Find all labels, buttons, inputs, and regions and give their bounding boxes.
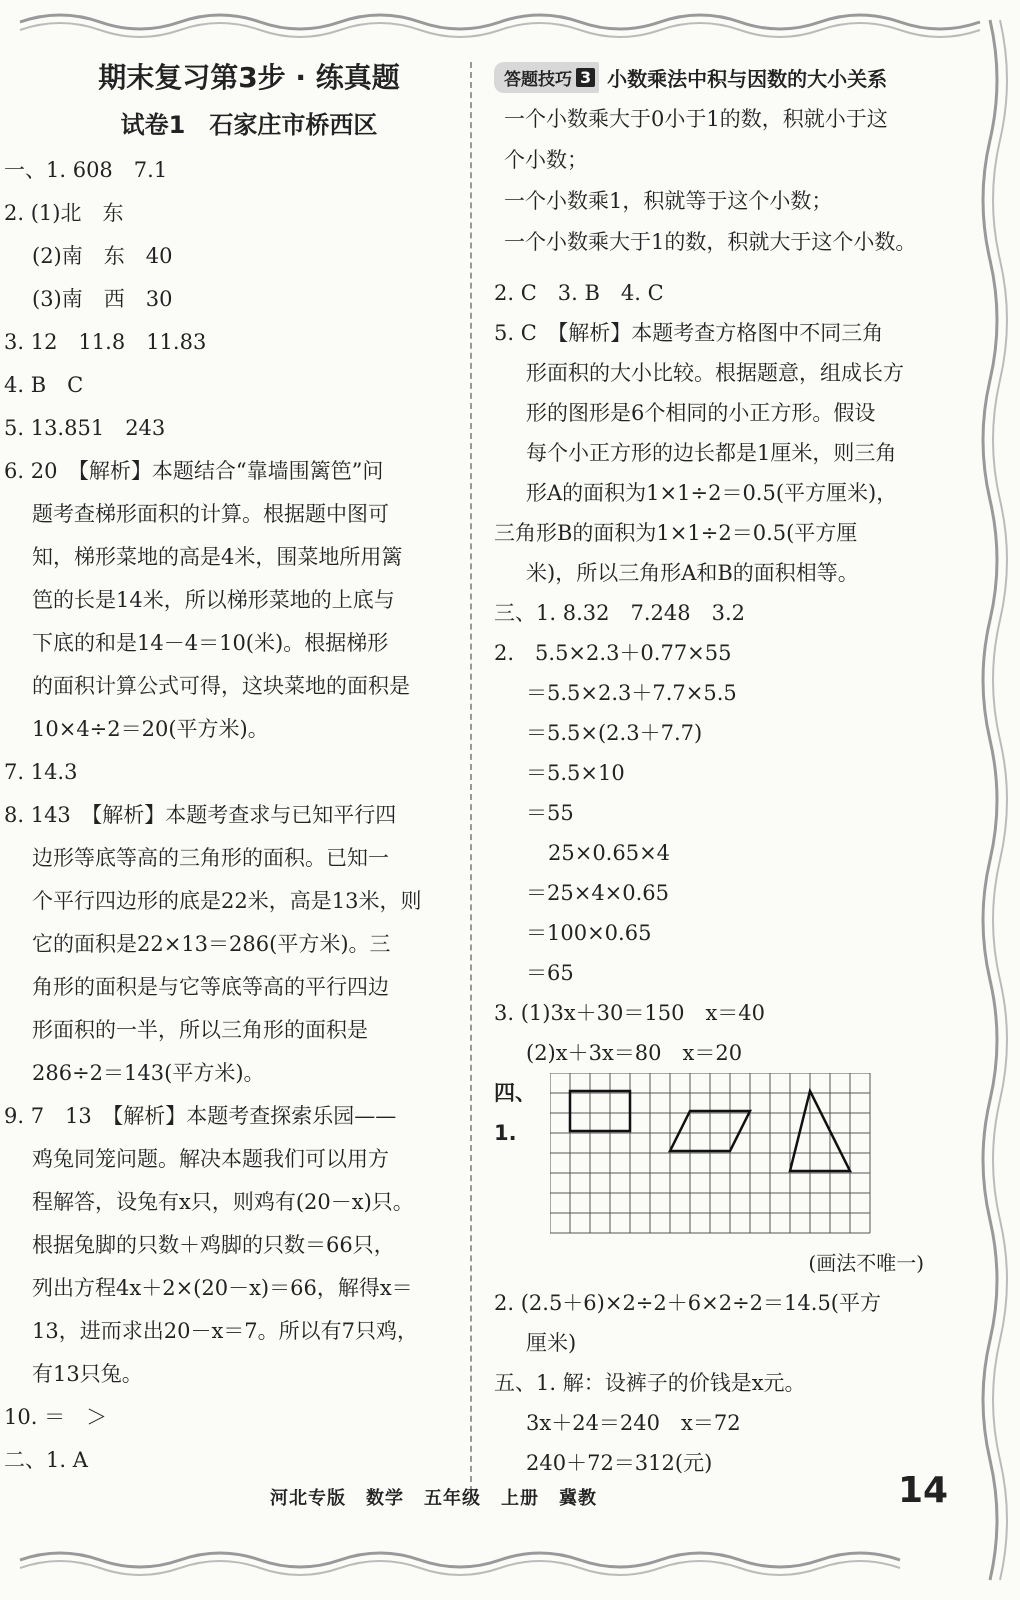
footer-item: 河北专版 [270,1488,346,1509]
top-border-decoration [0,0,1020,40]
text-line: 角形的面积是与它等底等高的平行四边 [32,975,389,999]
text-line: ＝5.5×2.3＋7.7×5.5 [526,681,737,705]
footer-item: 上册 [501,1488,539,1509]
text-line: 每个小正方形的边长都是1厘米，则三角 [526,441,897,465]
text-line: 9. 7 13 【解析】本题考查探索乐园—— [4,1104,397,1128]
text-line: 个平行四边形的底是22米，高是13米，则 [32,889,422,913]
text-line: 题考查梯形面积的计算。根据题中图可 [32,502,389,526]
grid-answer [494,1073,954,1243]
text-line: 10×4÷2＝20(平方米)。 [32,717,269,741]
text-line: 程解答，设兔有x只，则鸡有(20－x)只。 [32,1190,414,1214]
text-line: 3. (1)3x＋30＝150 x＝40 [494,1001,766,1025]
triangle-shape [790,1091,850,1171]
text-line: 一个小数乘1，积就等于这个小数； [504,189,833,213]
text-line: 7. 14.3 [4,760,78,784]
text-line: 形面积的大小比较。根据题意，组成长方 [526,361,904,385]
text-line: 知，梯形菜地的高是4米，围菜地所用篱 [32,545,403,569]
grid-question-label: 四、1. [494,1081,536,1145]
tip-body [494,99,954,263]
text-line: 4. B C [4,373,84,397]
text-line: ＝55 [526,801,574,825]
text-line: 240＋72＝312(元) [526,1451,713,1475]
text-line: ＝65 [526,961,574,985]
text-line: ＝25×4×0.65 [526,881,670,905]
left-answer-list [0,149,470,1482]
tip-number: 3 [576,68,595,87]
text-line: 5. C 【解析】本题考查方格图中不同三角 [494,321,884,345]
text-line: 二、1. A [4,1448,88,1472]
text-line: 边形等底等高的三角形的面积。已知一 [32,846,389,870]
text-line: 个小数； [504,148,588,172]
text-line: 厘米) [526,1331,577,1355]
text-line: 它的面积是22×13＝286(平方米)。三 [32,932,391,956]
right-column [494,55,954,1483]
text-line: 25×0.65×4 [548,841,671,865]
text-line: 形面积的一半，所以三角形的面积是 [32,1018,368,1042]
text-line: 286÷2＝143(平方米)。 [32,1061,265,1085]
text-line: 形的图形是6个相同的小正方形。假设 [526,401,876,425]
bottom-border-decoration [0,1540,1020,1600]
text-line: 笆的长是14米，所以梯形菜地的上底与 [32,588,395,612]
text-line: 鸡兔同笼问题。解决本题我们可以用方 [32,1147,389,1171]
text-line: 的面积计算公式可得，这块菜地的面积是 [32,674,410,698]
text-line: 下底的和是14－4＝10(米)。根据梯形 [32,631,389,655]
text-line: 2. 5.5×2.3＋0.77×55 [494,641,732,665]
text-line: 一、1. 608 7.1 [4,158,168,182]
text-line: 有13只兔。 [32,1362,143,1386]
text-line: 列出方程4x＋2×(20－x)＝66，解得x＝ [32,1276,413,1300]
footer-info [270,1484,617,1510]
text-line: ＝100×0.65 [526,921,652,945]
text-line: (2)x＋3x＝80 x＝20 [526,1041,743,1065]
text-line: 形A的面积为1×1÷2＝0.5(平方厘米)， [526,481,898,505]
footer-item: 五年级 [424,1488,481,1509]
grid-note: (画法不唯一) [808,1251,924,1275]
text-line: 2. C 3. B 4. C [494,281,664,305]
text-line: 13，进而求出20－x＝7。所以有7只鸡， [32,1319,419,1343]
text-line: (2)南 东 40 [32,244,173,268]
right-answer-list-a [494,273,954,1073]
text-line: 5. 13.851 243 [4,416,166,440]
footer-item: 数学 [366,1488,404,1509]
right-border-decoration [968,0,1020,1600]
page-subtitle: 试卷1 石家庄市桥西区 [120,111,378,139]
page-title: 期末复习第3步 · 练真题 [98,61,400,94]
text-line: 3. 12 11.8 11.83 [4,330,207,354]
page-number: 14 [898,1470,949,1511]
tip-badge [494,62,599,93]
left-column [0,55,470,1482]
text-line: 10. ＝ ＞ [4,1405,108,1429]
column-divider [470,62,472,1502]
text-line: (3)南 西 30 [32,287,173,311]
text-line: 8. 143 【解析】本题考查求与已知平行四 [4,803,397,827]
text-line: ＝5.5×(2.3＋7.7) [526,721,703,745]
text-line: 米)，所以三角形A和B的面积相等。 [526,561,859,585]
footer-item: 冀教 [559,1488,597,1509]
text-line: 6. 20 【解析】本题结合“靠墙围篱笆”问 [4,459,384,483]
text-line: 五、1. 解：设裤子的价钱是x元。 [494,1371,806,1395]
text-line: 根据兔脚的只数＋鸡脚的只数＝66只， [32,1233,395,1257]
text-line: 三角形B的面积为1×1÷2＝0.5(平方厘 [494,521,858,545]
tip-title: 小数乘法中积与因数的大小关系 [607,66,888,91]
text-line: ＝5.5×10 [526,761,625,785]
text-line: 3x＋24＝240 x＝72 [526,1411,741,1435]
right-answer-list-b [494,1283,954,1483]
rectangle-shape [570,1091,630,1131]
text-line: 三、1. 8.32 7.248 3.2 [494,601,745,625]
text-line: 一个小数乘大于0小于1的数，积就小于这 [504,107,888,131]
text-line: 2. (1)北 东 [4,201,124,225]
text-line: 一个小数乘大于1的数，积就大于这个小数。 [504,230,917,254]
tip-badge-label: 答题技巧 [504,69,572,90]
tip-header [494,55,954,99]
text-line: 2. (2.5＋6)×2÷2＋6×2÷2＝14.5(平方 [494,1291,881,1315]
grid-drawing [550,1073,890,1238]
